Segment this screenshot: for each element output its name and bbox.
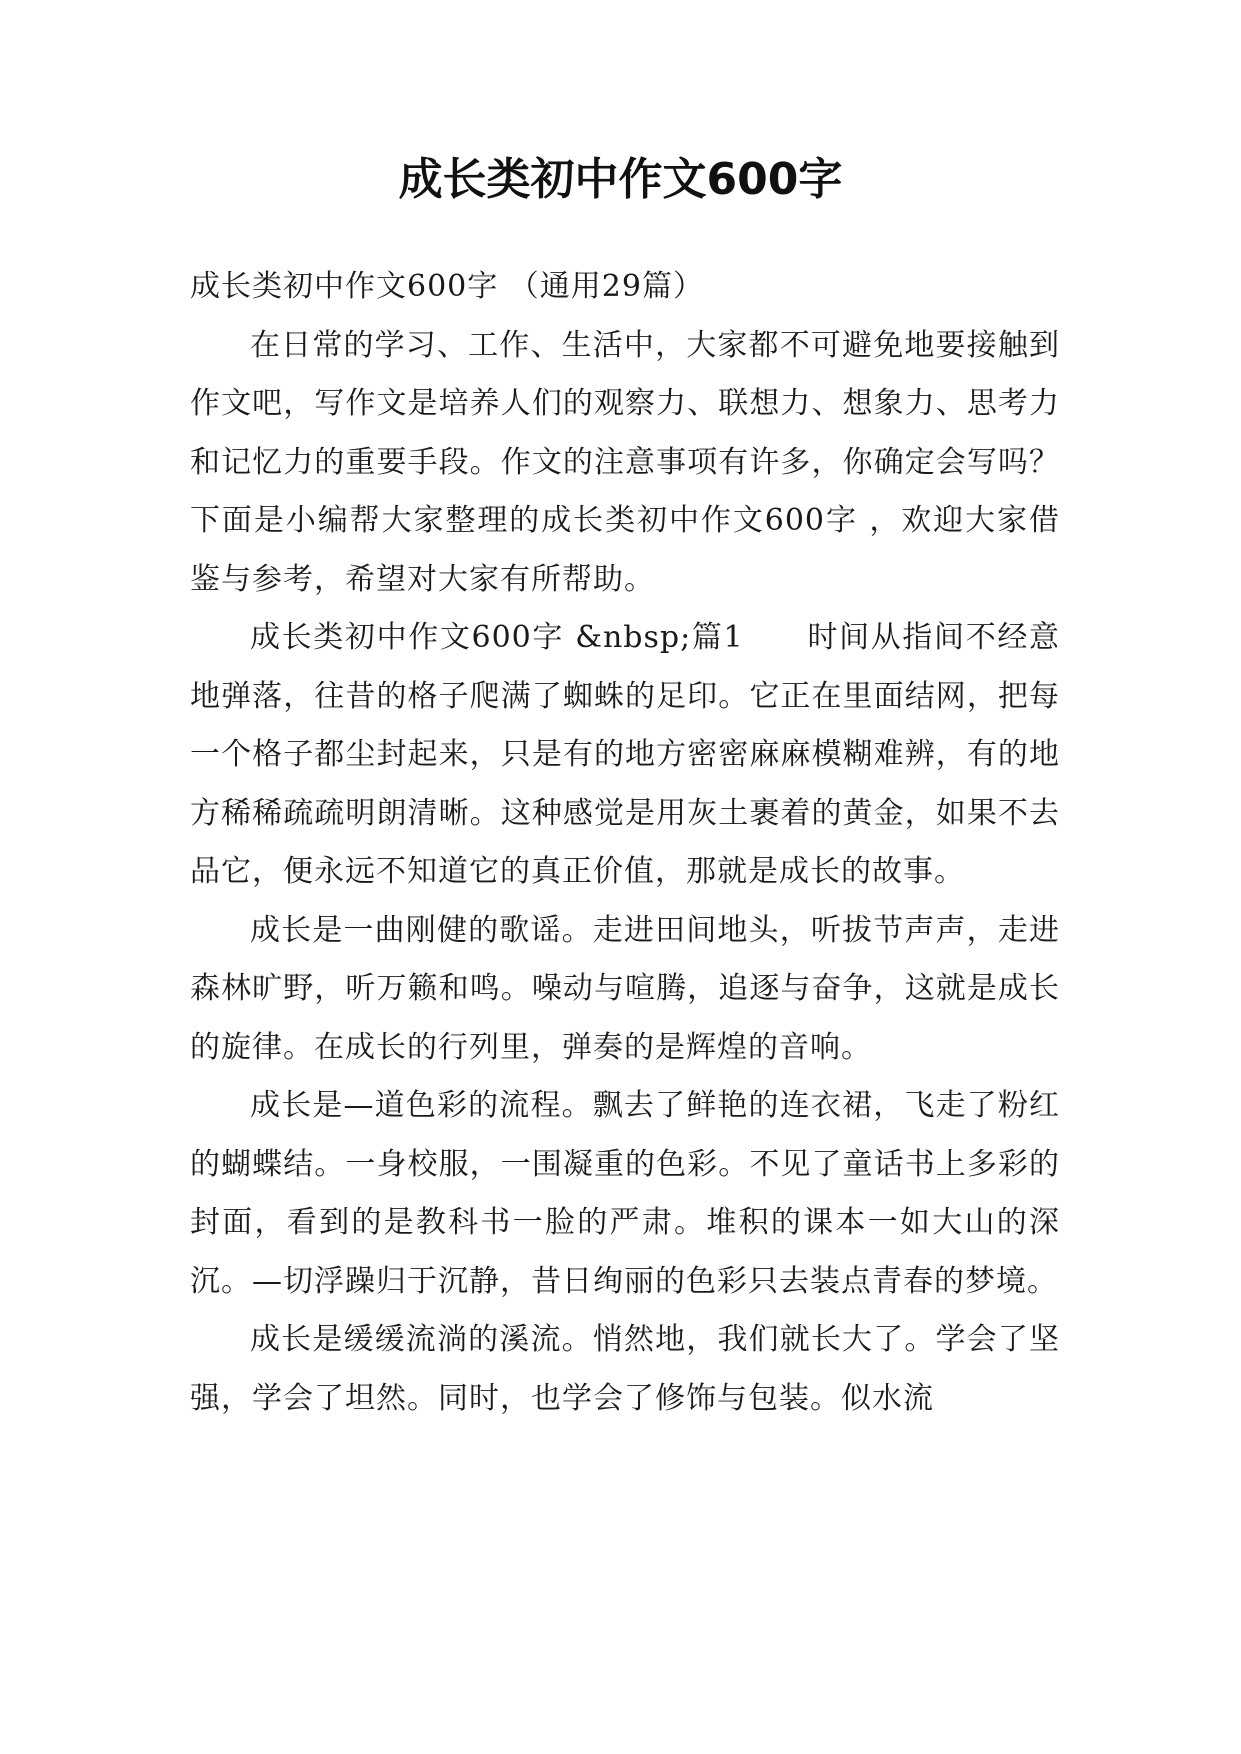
paragraph-2: 成长是一曲刚健的歌谣。走进田间地头，听拔节声声，走进森林旷野，听万籁和鸣。噪动与喧腾，追逐与奋争，这就是成长的旋律。在成长的行列里，弹奏的是辉煌的音响。 xyxy=(190,912,1060,1065)
document-subtitle: 成长类初中作文600字 （通用29篇） xyxy=(190,269,704,304)
page-title: 成长类初中作文600字 xyxy=(398,154,843,205)
paragraph-4: 成长是缓缓流淌的溪流。悄然地，我们就长大了。学会了坚强，学会了坦然。同时，也学会了修饰与包装。似水流 xyxy=(190,1322,1060,1416)
paragraph-intro: 在日常的学习、工作、生活中，大家都不可避免地要接触到作文吧，写作文是培养人们的观察力、联想力、想象力、思考力和记忆力的重要手段。作文的注意事项有许多，你确定会写吗？下面是小编帮大家整理的成长类初中作文600字 ，欢迎大家借鉴与参考，希望对大家有所帮助。 xyxy=(190,327,1060,597)
paragraph-1: 成长类初中作文600字 &nbsp;篇1 时间从指间不经意地弹落，往昔的格子爬满了蜘蛛的足印。它正在里面结网，把每一个格子都尘封起来，只是有的地方密密麻麻模糊难辨，有的地方稀稀疏疏明朗清晰。这种感觉是用灰土裹着的黄金，如果不去品它，便永远不知道它的真正价值，那就是成长的故事。 xyxy=(190,620,1060,889)
document-body xyxy=(190,258,1060,1428)
paragraph-3: 成长是—道色彩的流程。飘去了鲜艳的连衣裙，飞走了粉红的蝴蝶结。一身校服，一围凝重的色彩。不见了童话书上多彩的封面，看到的是教科书一脸的严肃。堆积的课本一如大山的深沉。—切浮躁归于沉静，昔日绚丽的色彩只去装点青春的梦境。 xyxy=(190,1088,1060,1299)
